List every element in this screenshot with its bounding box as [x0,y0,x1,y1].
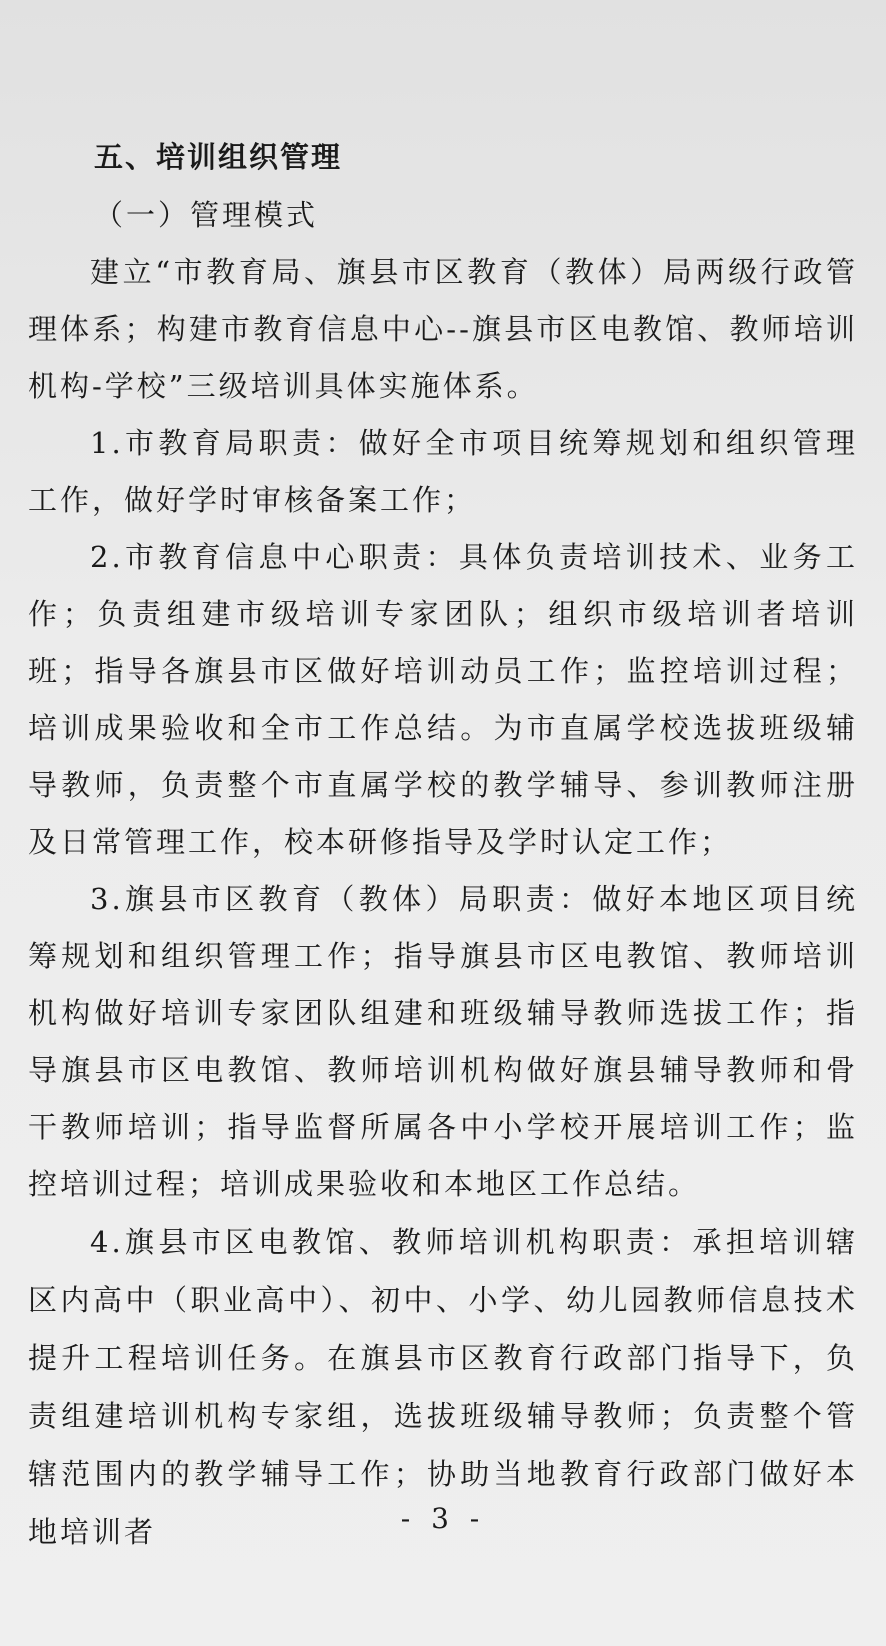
paragraph-county-bureau-duties: 3.旗县市区教育（教体）局职责：做好本地区项目统筹规划和组织管理工作；指导旗县市区电教馆、教师培训机构做好培训专家团队组建和班级辅导教师选拔工作；指导旗县市区电教馆、教师培训机构做好旗县辅导教师和骨干教师培训；指导监督所属各中小学校开展培训工作；监控培训过程；培训成果验收和本地区工作总结。 [28,882,858,1201]
paragraph-training-institution-duties: 4.旗县市区电教馆、教师培训机构职责：承担培训辖区内高中（职业高中）、初中、小学、幼儿园教师信息技术提升工程培训任务。在旗县市区教育行政部门指导下，负责组建培训机构专家组，选拔班级辅导教师；负责整个管辖范围内的教学辅导工作；协助当地教育行政部门做好本地培训者 [28,1225,858,1549]
page-number: - 3 - [400,1502,486,1535]
section-heading: 五、培训组织管理 [94,140,343,174]
paragraph-city-bureau-duties: 1.市教育局职责：做好全市项目统筹规划和组织管理工作，做好学时审核备案工作； [28,426,858,517]
paragraph-info-center-duties: 2.市教育信息中心职责：具体负责培训技术、业务工作；负责组建市级培训专家团队；组织市级培训者培训班；指导各旗县市区做好培训动员工作；监控培训过程；培训成果验收和全市工作总结。为市直属学校选拔班级辅导教师，负责整个市直属学校的教学辅导、参训教师注册及日常管理工作，校本研修指导及学时认定工作； [28,540,858,859]
paragraph-intro: 建立“市教育局、旗县市区教育（教体）局两级行政管理体系；构建市教育信息中心--旗县市区电教馆、教师培训机构-学校”三级培训具体实施体系。 [28,255,858,403]
document-body [28,128,858,1561]
subsection-heading: （一）管理模式 [94,198,319,232]
